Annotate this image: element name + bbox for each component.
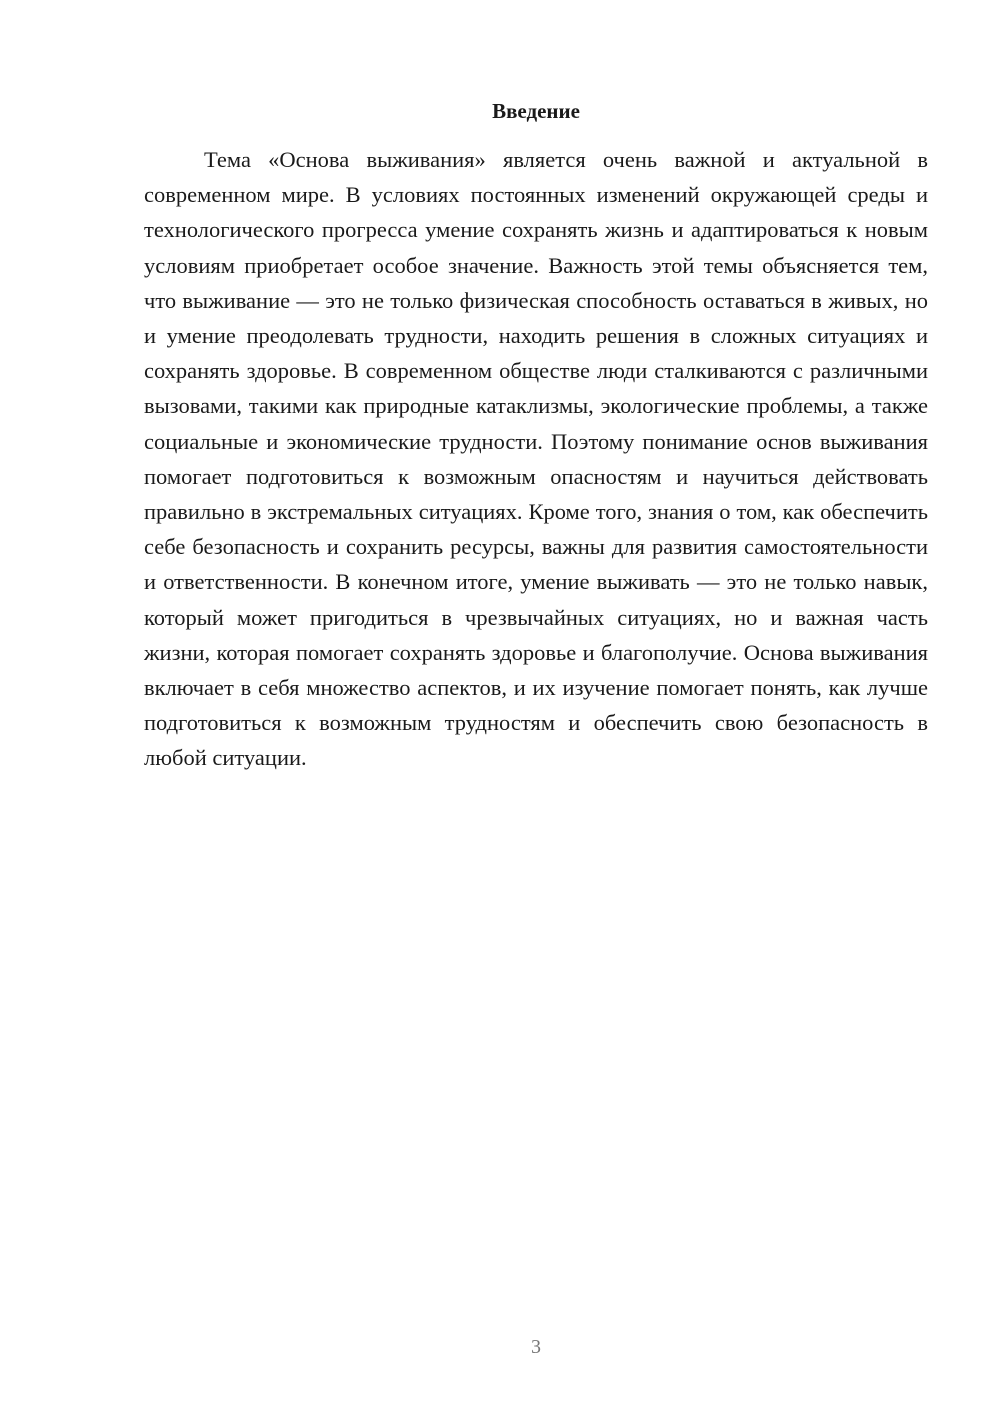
intro-paragraph: Тема «Основа выживания» является очень важной и актуальной в современном мире. В условиях постоянных изменений окружающей среды и технологического прогресса умение сохранять жизнь и адаптироваться к новым условиям приобретает особое значение. Важность этой темы объясняется тем, что выживание — это не только физическая способность оставаться в живых, но и умение преодолевать трудности, находить решения в сложных ситуациях и сохранять здоровье. В современном обществе люди сталкиваются с различными вызовами, такими как природные катаклизмы, экологические проблемы, а также социальные и экономические трудности. Поэтому понимание основ выживания помогает подготовиться к возможным опасностям и научиться действовать правильно в экстремальных ситуациях. Кроме того, знания о том, как обеспечить себе безопасность и сохранить ресурсы, важны для развития самостоятельности и ответственности. В конечном итоге, умение выживать — это не только навык, который может пригодиться в чрезвычайных ситуациях, но и важная часть жизни, которая помогает сохранять здоровье и благополучие. Основа выживания включает в себя множество аспектов, и их изучение помогает понять, как лучше подготовиться к возможным трудностям и обеспечить свою безопасность в любой ситуации. <box>144 147 928 771</box>
section-heading: Введение <box>492 99 580 123</box>
page-number: 3 <box>531 1336 541 1358</box>
